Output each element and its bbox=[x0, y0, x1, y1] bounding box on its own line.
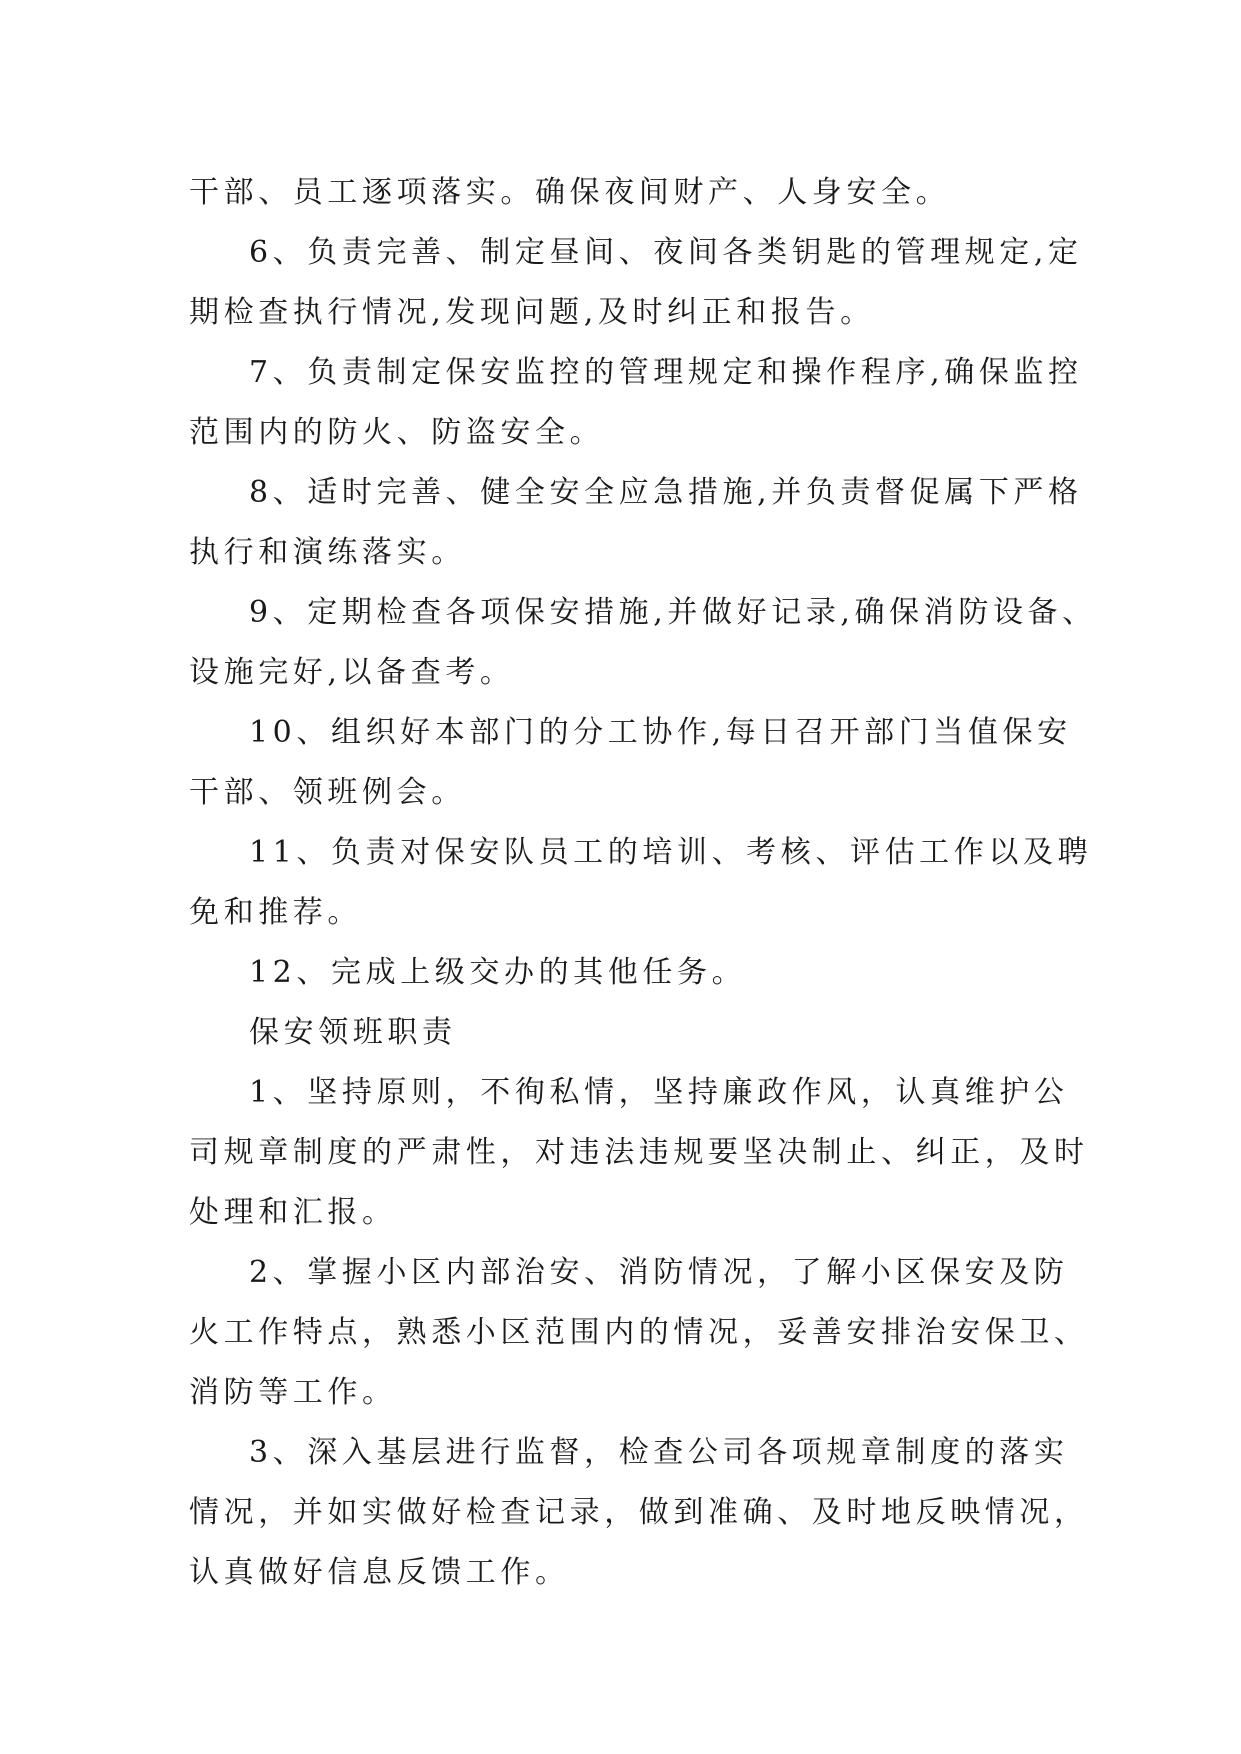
document-body bbox=[189, 163, 1097, 1603]
text-line: 设施完好,以备查考。 bbox=[189, 655, 515, 690]
text-line: 干部、员工逐项落实。确保夜间财产、人身安全。 bbox=[189, 175, 951, 210]
text-line: 情况，并如实做好检查记录，做到准确、及时地反映情况， bbox=[189, 1495, 1089, 1530]
text-line: 1、坚持原则，不徇私情，坚持廉政作风，认真维护公 bbox=[249, 1075, 1069, 1110]
text-line: 干部、领班例会。 bbox=[189, 775, 466, 810]
text-line: 免和推荐。 bbox=[189, 895, 362, 930]
text-line: 处理和汇报。 bbox=[189, 1195, 397, 1230]
text-line: 2、掌握小区内部治安、消防情况，了解小区保安及防 bbox=[249, 1255, 1069, 1290]
text-line: 7、负责制定保安监控的管理规定和操作程序,确保监控 bbox=[249, 355, 1083, 390]
text-line: 司规章制度的严肃性，对违法违规要坚决制止、纠正，及时 bbox=[189, 1135, 1089, 1170]
section-heading: 保安领班职责 bbox=[249, 1015, 457, 1050]
text-line: 10、组织好本部门的分工协作,每日召开部门当值保安 bbox=[249, 715, 1072, 750]
text-line: 6、负责完善、制定昼间、夜间各类钥匙的管理规定,定 bbox=[249, 235, 1083, 270]
text-line: 执行和演练落实。 bbox=[189, 535, 466, 570]
text-line: 12、完成上级交办的其他任务。 bbox=[249, 955, 747, 990]
text-line: 范围内的防火、防盗安全。 bbox=[189, 415, 605, 450]
text-line: 消防等工作。 bbox=[189, 1375, 397, 1410]
text-line: 3、深入基层进行监督，检查公司各项规章制度的落实 bbox=[249, 1435, 1069, 1470]
text-line: 期检查执行情况,发现问题,及时纠正和报告。 bbox=[189, 295, 875, 330]
text-line: 8、适时完善、健全安全应急措施,并负责督促属下严格 bbox=[249, 475, 1083, 510]
text-line: 11、负责对保安队员工的培训、考核、评估工作以及聘 bbox=[249, 835, 1093, 870]
text-line: 9、定期检查各项保安措施,并做好记录,确保消防设备、 bbox=[249, 595, 1097, 630]
text-line: 火工作特点，熟悉小区范围内的情况，妥善安排治安保卫、 bbox=[189, 1315, 1089, 1350]
text-line: 认真做好信息反馈工作。 bbox=[189, 1555, 570, 1590]
